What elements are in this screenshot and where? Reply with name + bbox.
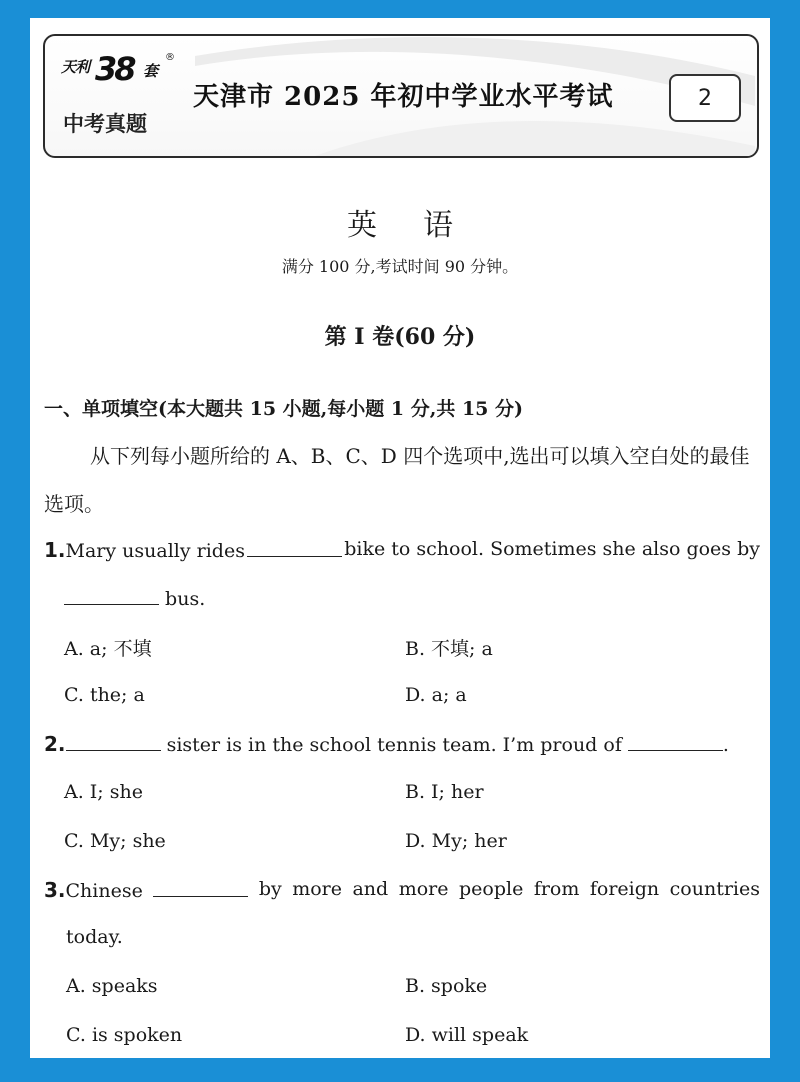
- section-heading: 一、单项填空(本大题共 15 小题,每小题 1 分,共 15 分): [44, 398, 523, 420]
- exam-page: [30, 18, 770, 1058]
- subject-title: 英语: [347, 208, 499, 243]
- volume-heading: 第 I 卷(60 分): [324, 324, 476, 350]
- option-b: B. I; her: [405, 781, 484, 803]
- logo-suffix: 套: [143, 62, 159, 80]
- question-1: [44, 538, 760, 562]
- question-text: sister is in the school tennis team. I’m proud of: [166, 734, 622, 756]
- logo-number: 38: [95, 50, 134, 88]
- answer-blank: [66, 732, 161, 751]
- exam-title: 天津市 2025 年初中学业水平考试: [193, 82, 614, 112]
- question-2: [44, 732, 760, 756]
- option-b: B. spoke: [405, 975, 488, 997]
- option-d: D. My; her: [405, 830, 507, 852]
- question-word: foreign: [589, 878, 660, 900]
- question-text: bus.: [165, 588, 206, 610]
- question-word: by: [258, 878, 282, 900]
- question-word: Chinese: [65, 880, 143, 902]
- option-d: D. will speak: [405, 1024, 529, 1046]
- registered-mark: ®: [165, 52, 175, 63]
- question-word: from: [533, 878, 580, 900]
- logo-brand-text: 天利: [61, 58, 90, 76]
- answer-blank: [247, 538, 342, 557]
- option-d: D. a; a: [405, 684, 467, 706]
- question-1-line-2: [64, 586, 780, 610]
- option-a: A. a; 不填: [64, 638, 152, 660]
- series-label: 中考真题: [63, 112, 147, 136]
- page-number-badge: 2: [669, 74, 741, 122]
- option-a: A. I; she: [64, 781, 143, 803]
- question-number: 2.: [44, 732, 66, 756]
- question-text: bike to school. Sometimes she also goes by: [344, 538, 760, 560]
- option-c: C. My; she: [64, 830, 166, 852]
- section-instructions: 从下列每小题所给的 A、B、C、D 四个选项中,选出可以填入空白处的最佳选项。: [44, 444, 750, 516]
- answer-blank: [153, 878, 248, 897]
- exam-info: 满分 100 分,考试时间 90 分钟。: [281, 257, 519, 276]
- question-word: more: [292, 878, 342, 900]
- header-banner: [43, 34, 759, 158]
- answer-blank: [628, 732, 723, 751]
- question-word: countries: [669, 878, 760, 900]
- question-3-line-2: today.: [66, 926, 123, 948]
- question-3: [44, 878, 760, 902]
- question-word: more: [398, 878, 449, 900]
- question-number: 3.: [44, 878, 66, 902]
- question-number: 1.: [44, 538, 66, 562]
- option-b: B. 不填; a: [405, 638, 493, 660]
- question-text: .: [722, 734, 729, 756]
- option-c: C. is spoken: [66, 1024, 183, 1046]
- answer-blank: [64, 586, 159, 605]
- question-text: Mary usually rides: [65, 540, 245, 562]
- option-c: C. the; a: [64, 684, 145, 706]
- brand-logo: [61, 50, 175, 96]
- question-word: people: [458, 878, 524, 900]
- option-a: A. speaks: [66, 975, 158, 997]
- question-word: and: [352, 878, 389, 900]
